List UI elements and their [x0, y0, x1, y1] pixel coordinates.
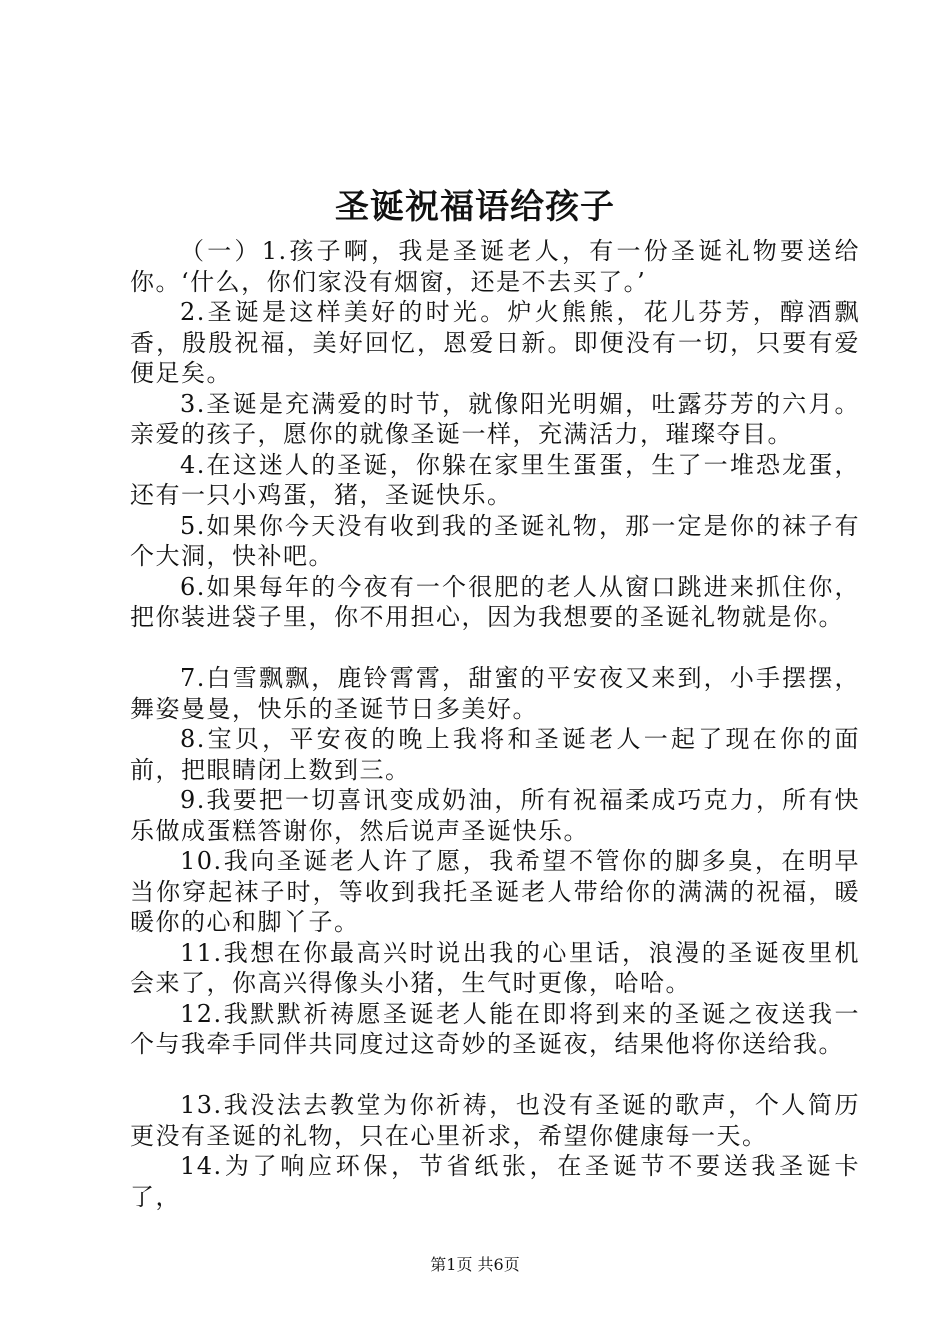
paragraph: （一）1.孩子啊，我是圣诞老人，有一份圣诞礼物要送给你。‘什么，你们家没有烟窗，还是不去买了。’ [130, 237, 860, 296]
paragraph: 12.我默默祈祷愿圣诞老人能在即将到来的圣诞之夜送我一个与我牵手同伴共同度过这奇妙的圣诞夜，结果他将你送给我。 [130, 999, 860, 1058]
document-body [130, 236, 860, 1212]
paragraph: 7.白雪飘飘，鹿铃霄霄，甜蜜的平安夜又来到，小手摆摆，舞姿曼曼，快乐的圣诞节日多美好。 [130, 664, 860, 723]
paragraph: 14.为了响应环保，节省纸张，在圣诞节不要送我圣诞卡了， [130, 1152, 860, 1211]
paragraph: 5.如果你今天没有收到我的圣诞礼物，那一定是你的袜子有个大洞，快补吧。 [130, 511, 860, 570]
paragraph: 8.宝贝，平安夜的晚上我将和圣诞老人一起了现在你的面前，把眼睛闭上数到三。 [130, 725, 860, 784]
paragraph: 4.在这迷人的圣诞，你躲在家里生蛋蛋，生了一堆恐龙蛋，还有一只小鸡蛋，猪，圣诞快乐。 [130, 450, 860, 509]
paragraph: 9.我要把一切喜讯变成奶油，所有祝福柔成巧克力，所有快乐做成蛋糕答谢你，然后说声圣诞快乐。 [130, 786, 860, 845]
document-title: 圣诞祝福语给孩子 [335, 187, 615, 227]
paragraph: 11.我想在你最高兴时说出我的心里话，浪漫的圣诞夜里机会来了，你高兴得像头小猪，生气时更像，哈哈。 [130, 938, 860, 997]
paragraph: 3.圣诞是充满爱的时节，就像阳光明媚，吐露芬芳的六月。亲爱的孩子，愿你的就像圣诞一样，充满活力，璀璨夺目。 [130, 389, 860, 448]
page-footer: 第1页 共6页 [430, 1255, 520, 1274]
paragraph: 6.如果每年的今夜有一个很肥的老人从窗口跳进来抓住你，把你装进袋子里，你不用担心，因为我想要的圣诞礼物就是你。 [130, 572, 860, 631]
paragraph: 2.圣诞是这样美好的时光。炉火熊熊，花儿芬芳，醇酒飘香，殷殷祝福，美好回忆，恩爱日新。即便没有一切，只要有爱便足矣。 [130, 298, 860, 387]
paragraph: 13.我没法去教堂为你祈祷，也没有圣诞的歌声，个人简历更没有圣诞的礼物，只在心里祈求，希望你健康每一天。 [130, 1091, 860, 1150]
paragraph: 10.我向圣诞老人许了愿，我希望不管你的脚多臭，在明早当你穿起袜子时，等收到我托圣诞老人带给你的满满的祝福，暖暖你的心和脚丫子。 [130, 847, 860, 936]
